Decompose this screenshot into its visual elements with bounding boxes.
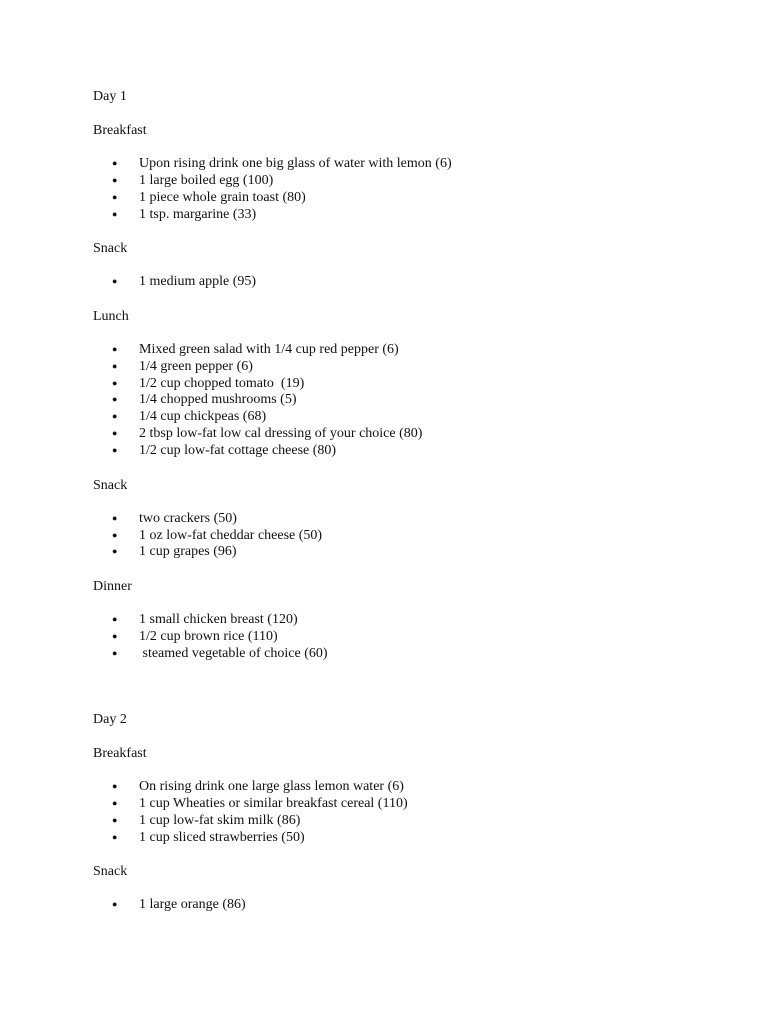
- list-item-text: 1 cup low-fat skim milk (86): [139, 812, 301, 828]
- list-item-text: Mixed green salad with 1/4 cup red pepper (6): [139, 341, 399, 357]
- list-item: [112, 391, 296, 408]
- list-item-text: 1 oz low-fat cheddar cheese (50): [139, 527, 323, 543]
- meal-heading: Breakfast: [93, 123, 147, 138]
- list-item: [112, 206, 256, 223]
- list-item-text: 1 cup sliced strawberries (50): [139, 829, 305, 845]
- list-item-text: two crackers (50): [139, 510, 237, 526]
- bullet-icon: ●: [112, 445, 118, 456]
- bullet-icon: ●: [112, 546, 118, 557]
- list-item: [112, 358, 253, 375]
- bullet-icon: ●: [112, 630, 118, 641]
- list-item-text: 1 large boiled egg (100): [139, 172, 274, 188]
- list-item-text: 1/2 cup chopped tomato (19): [139, 375, 305, 391]
- meal-heading: Snack: [93, 241, 128, 257]
- list-item: [112, 795, 408, 812]
- list-item-text: steamed vegetable of choice (60): [139, 645, 328, 661]
- bullet-icon: ●: [112, 899, 118, 910]
- list-item: [112, 628, 278, 645]
- list-item-text: On rising drink one large glass lemon water (6): [139, 779, 404, 794]
- list-item-text: 1 cup grapes (96): [139, 544, 237, 560]
- list-item: [112, 425, 422, 442]
- list-item: [112, 527, 322, 544]
- bullet-icon: ●: [112, 158, 118, 168]
- meal-heading: Snack: [93, 864, 128, 880]
- list-item-text: Upon rising drink one big glass of water with lemon (6): [139, 156, 452, 171]
- bullet-icon: ●: [112, 814, 118, 825]
- list-item: [112, 408, 266, 425]
- meal-heading: Breakfast: [93, 746, 147, 761]
- day-heading: Day 2: [93, 712, 127, 727]
- list-item: [112, 543, 237, 560]
- list-item-text: 1 small chicken breast (120): [139, 611, 298, 627]
- list-item-text: 1/4 cup chickpeas (68): [139, 409, 267, 425]
- list-item: [112, 812, 300, 829]
- list-item: [112, 189, 306, 206]
- list-item: [112, 273, 256, 290]
- day-heading: Day 1: [93, 89, 127, 104]
- list-item: [112, 442, 336, 459]
- bullet-icon: ●: [112, 647, 118, 658]
- bullet-icon: ●: [112, 174, 118, 185]
- bullet-icon: ●: [112, 797, 118, 808]
- bullet-icon: ●: [112, 428, 118, 439]
- list-item: [112, 829, 305, 846]
- list-item-text: 1/4 chopped mushrooms (5): [139, 392, 297, 408]
- list-item: [112, 375, 304, 392]
- meal-heading: Snack: [93, 477, 128, 493]
- list-item: [112, 611, 298, 628]
- list-item: [112, 341, 399, 358]
- list-item-text: 2 tbsp low-fat low cal dressing of your choice (80): [139, 426, 423, 442]
- bullet-icon: ●: [112, 394, 118, 405]
- list-item: [112, 155, 452, 172]
- list-item-text: 1 medium apple (95): [139, 274, 257, 290]
- bullet-icon: ●: [112, 360, 118, 371]
- bullet-icon: ●: [112, 343, 118, 354]
- bullet-icon: ●: [112, 191, 118, 202]
- bullet-icon: ●: [112, 781, 118, 791]
- list-item-text: 1/2 cup low-fat cottage cheese (80): [139, 443, 337, 459]
- meal-heading: Dinner: [93, 578, 132, 594]
- list-item-text: 1 piece whole grain toast (80): [139, 189, 306, 205]
- list-item-text: 1/2 cup brown rice (110): [139, 628, 278, 644]
- list-item: [112, 896, 246, 913]
- bullet-icon: ●: [112, 831, 118, 842]
- bullet-icon: ●: [112, 613, 118, 624]
- list-item: [112, 510, 237, 527]
- bullet-icon: ●: [112, 411, 118, 422]
- list-item-text: 1 large orange (86): [139, 897, 246, 913]
- list-item: [112, 172, 273, 189]
- list-item-text: 1 tsp. margarine (33): [139, 206, 257, 222]
- list-item: [112, 645, 328, 662]
- list-item: [112, 778, 404, 795]
- bullet-icon: ●: [112, 276, 118, 287]
- list-item-text: 1/4 green pepper (6): [139, 358, 253, 374]
- list-item-text: 1 cup Wheaties or similar breakfast cereal (110): [139, 795, 408, 811]
- bullet-icon: ●: [112, 208, 118, 219]
- bullet-icon: ●: [112, 529, 118, 540]
- bullet-icon: ●: [112, 512, 118, 523]
- meal-heading: Lunch: [93, 308, 129, 324]
- bullet-icon: ●: [112, 377, 118, 388]
